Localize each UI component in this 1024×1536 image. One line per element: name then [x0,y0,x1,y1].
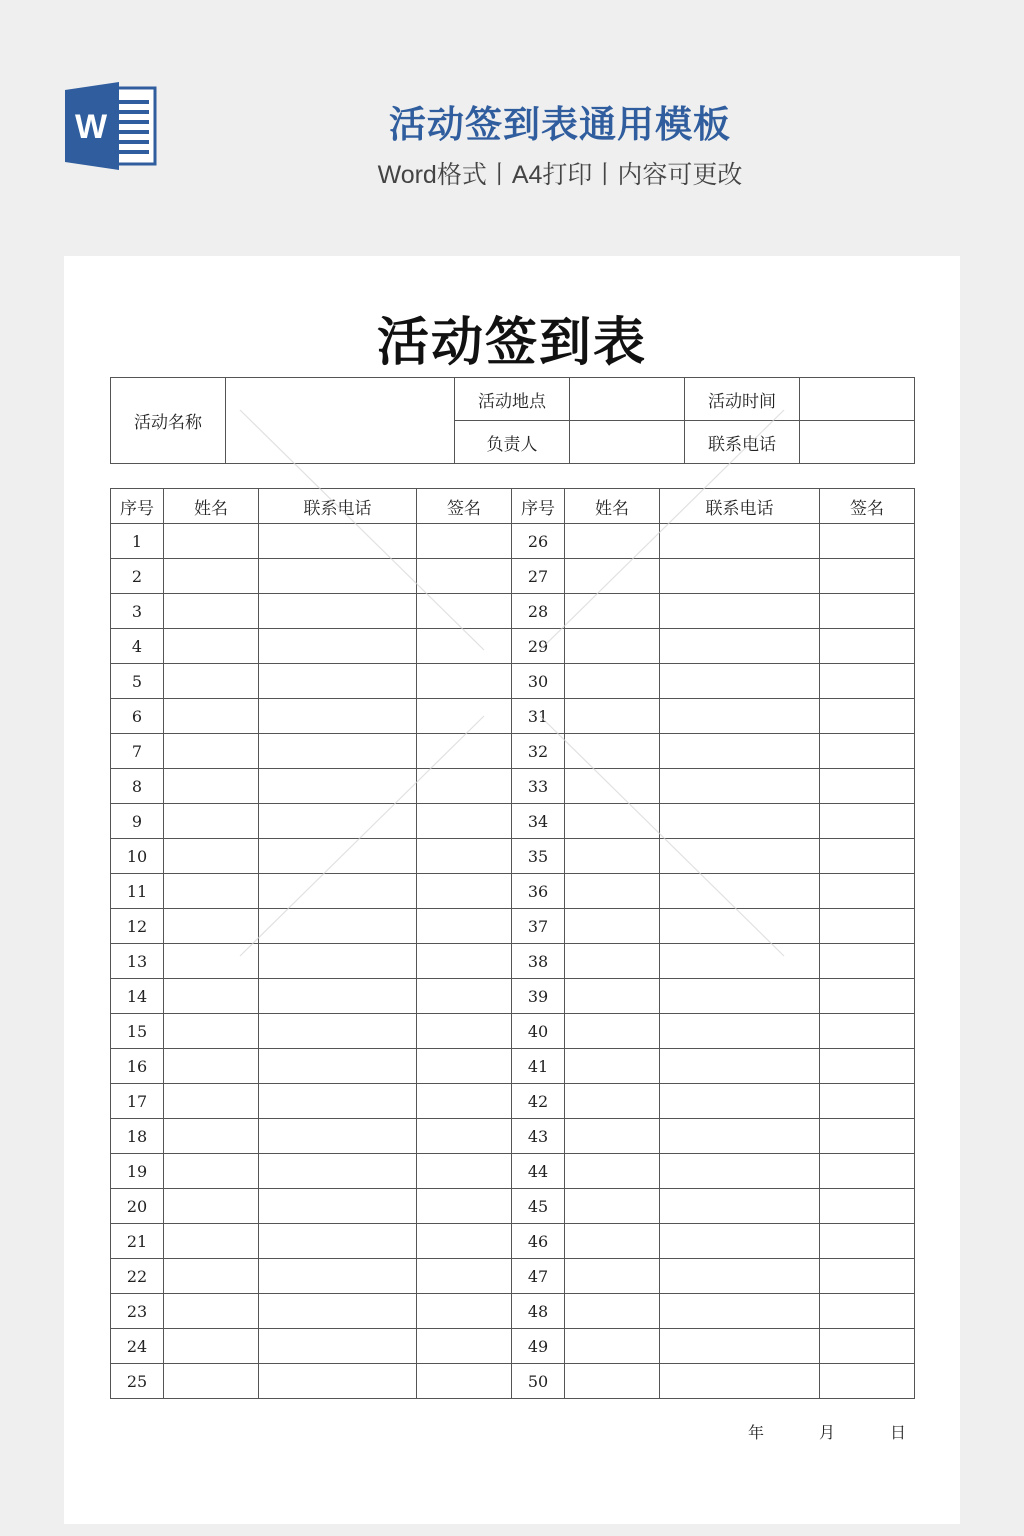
table-row [111,734,915,769]
signin-table [110,488,915,1399]
signature-cell[interactable] [820,1189,915,1224]
phone-cell[interactable] [660,769,820,804]
phone-cell[interactable] [259,909,417,944]
row-number: 45 [512,1189,565,1224]
contact-phone-field[interactable] [800,421,915,464]
row-number: 4 [111,629,164,664]
table-row [111,1084,915,1119]
row-number: 36 [512,874,565,909]
signature-cell[interactable] [417,979,512,1014]
name-cell[interactable] [164,769,259,804]
signature-cell[interactable] [417,629,512,664]
phone-cell[interactable] [660,524,820,559]
phone-cell[interactable] [660,1119,820,1154]
row-number: 10 [111,839,164,874]
name-cell[interactable] [565,524,660,559]
phone-cell[interactable] [660,629,820,664]
name-cell[interactable] [164,1224,259,1259]
name-cell[interactable] [565,1224,660,1259]
name-cell[interactable] [565,1154,660,1189]
name-cell[interactable] [164,944,259,979]
name-cell[interactable] [565,1084,660,1119]
row-number: 27 [512,559,565,594]
signature-cell[interactable] [417,734,512,769]
name-cell[interactable] [164,874,259,909]
table-row [111,1364,915,1399]
date-year-label: 年 [748,1423,765,1442]
name-cell[interactable] [565,839,660,874]
phone-cell[interactable] [660,804,820,839]
phone-cell[interactable] [660,559,820,594]
name-cell[interactable] [164,1119,259,1154]
col-header-signature: 签名 [820,489,915,524]
phone-cell[interactable] [259,1154,417,1189]
phone-cell[interactable] [259,664,417,699]
signature-cell[interactable] [820,594,915,629]
activity-time-field[interactable] [800,378,915,421]
name-cell[interactable] [565,559,660,594]
name-cell[interactable] [565,1364,660,1399]
row-number: 41 [512,1049,565,1084]
phone-cell[interactable] [660,699,820,734]
table-row [111,1259,915,1294]
signature-cell[interactable] [417,839,512,874]
phone-cell[interactable] [259,839,417,874]
row-number: 50 [512,1364,565,1399]
table-row [111,1329,915,1364]
phone-cell[interactable] [259,769,417,804]
person-in-charge-label: 负责人 [455,421,570,464]
phone-cell[interactable] [660,874,820,909]
signature-cell[interactable] [820,769,915,804]
signature-cell[interactable] [820,734,915,769]
phone-cell[interactable] [660,1084,820,1119]
signature-cell[interactable] [820,1049,915,1084]
phone-cell[interactable] [259,979,417,1014]
col-header-name: 姓名 [164,489,259,524]
name-cell[interactable] [565,699,660,734]
signature-cell[interactable] [820,1259,915,1294]
col-header-phone: 联系电话 [660,489,820,524]
row-number: 19 [111,1154,164,1189]
name-cell[interactable] [565,944,660,979]
row-number: 49 [512,1329,565,1364]
table-row [111,1189,915,1224]
activity-info-table [110,377,915,464]
signature-cell[interactable] [417,559,512,594]
table-row [111,769,915,804]
signature-cell[interactable] [820,1014,915,1049]
col-header-number: 序号 [512,489,565,524]
name-cell[interactable] [565,909,660,944]
signature-cell[interactable] [417,664,512,699]
table-row [111,594,915,629]
row-number: 7 [111,734,164,769]
name-cell[interactable] [565,1014,660,1049]
signature-cell[interactable] [820,664,915,699]
row-number: 9 [111,804,164,839]
document-sheet [64,256,960,1524]
phone-cell[interactable] [259,594,417,629]
phone-cell[interactable] [259,1119,417,1154]
name-cell[interactable] [565,1119,660,1154]
row-number: 46 [512,1224,565,1259]
signature-cell[interactable] [820,1224,915,1259]
row-number: 5 [111,664,164,699]
phone-cell[interactable] [660,1329,820,1364]
signature-cell[interactable] [417,874,512,909]
name-cell[interactable] [164,1259,259,1294]
row-number: 42 [512,1084,565,1119]
table-row [111,979,915,1014]
phone-cell[interactable] [660,734,820,769]
row-number: 24 [111,1329,164,1364]
phone-cell[interactable] [259,629,417,664]
phone-cell[interactable] [660,594,820,629]
phone-cell[interactable] [660,944,820,979]
table-row [111,804,915,839]
name-cell[interactable] [565,769,660,804]
row-number: 18 [111,1119,164,1154]
name-cell[interactable] [164,1189,259,1224]
signature-cell[interactable] [417,1329,512,1364]
row-number: 15 [111,1014,164,1049]
activity-name-field[interactable] [226,378,455,464]
signature-cell[interactable] [417,524,512,559]
name-cell[interactable] [565,1049,660,1084]
signature-cell[interactable] [820,559,915,594]
row-number: 32 [512,734,565,769]
row-number: 21 [111,1224,164,1259]
row-number: 23 [111,1294,164,1329]
activity-location-field[interactable] [570,378,685,421]
table-row [111,1224,915,1259]
signature-cell[interactable] [820,839,915,874]
row-number: 29 [512,629,565,664]
phone-cell[interactable] [259,1224,417,1259]
name-cell[interactable] [164,1084,259,1119]
name-cell[interactable] [565,594,660,629]
name-cell[interactable] [164,1154,259,1189]
col-header-phone: 联系电话 [259,489,417,524]
person-in-charge-field[interactable] [570,421,685,464]
phone-cell[interactable] [259,1329,417,1364]
col-header-number: 序号 [111,489,164,524]
name-cell[interactable] [565,874,660,909]
name-cell[interactable] [565,629,660,664]
name-cell[interactable] [164,594,259,629]
table-row [111,559,915,594]
signature-cell[interactable] [417,909,512,944]
word-logo-letter: W [74,108,108,146]
signature-cell[interactable] [417,594,512,629]
phone-cell[interactable] [660,1154,820,1189]
signature-cell[interactable] [417,1224,512,1259]
signature-cell[interactable] [417,1294,512,1329]
phone-cell[interactable] [259,1364,417,1399]
col-header-signature: 签名 [417,489,512,524]
signature-cell[interactable] [820,909,915,944]
phone-cell[interactable] [259,1014,417,1049]
signature-cell[interactable] [820,699,915,734]
phone-cell[interactable] [259,804,417,839]
name-cell[interactable] [164,1049,259,1084]
row-number: 30 [512,664,565,699]
signature-cell[interactable] [417,944,512,979]
phone-cell[interactable] [259,1294,417,1329]
table-row [111,1119,915,1154]
name-cell[interactable] [565,1294,660,1329]
row-number: 48 [512,1294,565,1329]
phone-cell[interactable] [660,1224,820,1259]
name-cell[interactable] [164,1364,259,1399]
name-cell[interactable] [164,1329,259,1364]
signature-cell[interactable] [417,1119,512,1154]
name-cell[interactable] [164,1014,259,1049]
row-number: 6 [111,699,164,734]
page-subtitle: Word格式丨A4打印丨内容可更改 [377,161,743,189]
activity-name-label: 活动名称 [111,378,226,464]
name-cell[interactable] [164,909,259,944]
signature-cell[interactable] [417,1364,512,1399]
row-number: 35 [512,839,565,874]
phone-cell[interactable] [259,559,417,594]
phone-cell[interactable] [660,979,820,1014]
date-day-label: 日 [890,1423,907,1442]
name-cell[interactable] [164,524,259,559]
row-number: 33 [512,769,565,804]
table-row [111,909,915,944]
row-number: 43 [512,1119,565,1154]
row-number: 16 [111,1049,164,1084]
row-number: 14 [111,979,164,1014]
signature-cell[interactable] [417,1014,512,1049]
name-cell[interactable] [565,734,660,769]
phone-cell[interactable] [660,1294,820,1329]
row-number: 47 [512,1259,565,1294]
name-cell[interactable] [164,629,259,664]
table-row [111,1294,915,1329]
phone-cell[interactable] [660,664,820,699]
name-cell[interactable] [164,664,259,699]
signature-cell[interactable] [417,1084,512,1119]
row-number: 12 [111,909,164,944]
phone-cell[interactable] [259,699,417,734]
row-number: 44 [512,1154,565,1189]
name-cell[interactable] [565,1189,660,1224]
name-cell[interactable] [164,804,259,839]
phone-cell[interactable] [660,1189,820,1224]
col-header-name: 姓名 [565,489,660,524]
signature-cell[interactable] [417,1259,512,1294]
signin-header-row [111,489,915,524]
page-title: 活动签到表通用模板 [389,103,731,146]
contact-phone-label: 联系电话 [685,421,800,464]
row-number: 13 [111,944,164,979]
row-number: 34 [512,804,565,839]
table-row [111,524,915,559]
name-cell[interactable] [164,1294,259,1329]
phone-cell[interactable] [660,909,820,944]
row-number: 2 [111,559,164,594]
signature-cell[interactable] [820,874,915,909]
document-title: 活动签到表 [376,312,647,373]
row-number: 17 [111,1084,164,1119]
table-row [111,1154,915,1189]
row-number: 20 [111,1189,164,1224]
signature-cell[interactable] [820,944,915,979]
row-number: 40 [512,1014,565,1049]
table-row [111,1014,915,1049]
table-row [111,944,915,979]
signature-cell[interactable] [820,1154,915,1189]
name-cell[interactable] [164,734,259,769]
name-cell[interactable] [164,979,259,1014]
row-number: 39 [512,979,565,1014]
table-row [111,699,915,734]
row-number: 1 [111,524,164,559]
date-month-label: 月 [819,1423,836,1442]
signature-cell[interactable] [417,804,512,839]
signature-cell[interactable] [820,979,915,1014]
phone-cell[interactable] [259,1084,417,1119]
phone-cell[interactable] [259,1049,417,1084]
name-cell[interactable] [565,1329,660,1364]
row-number: 38 [512,944,565,979]
signature-cell[interactable] [820,1364,915,1399]
phone-cell[interactable] [660,1259,820,1294]
table-row [111,874,915,909]
signature-cell[interactable] [417,1189,512,1224]
signature-cell[interactable] [820,1119,915,1154]
table-row [111,629,915,664]
row-number: 26 [512,524,565,559]
phone-cell[interactable] [259,734,417,769]
row-number: 37 [512,909,565,944]
row-number: 11 [111,874,164,909]
row-number: 31 [512,699,565,734]
activity-location-label: 活动地点 [455,378,570,421]
phone-cell[interactable] [259,1189,417,1224]
table-row [111,839,915,874]
name-cell[interactable] [565,664,660,699]
word-document-icon [65,82,157,170]
name-cell[interactable] [164,559,259,594]
name-cell[interactable] [565,1259,660,1294]
name-cell[interactable] [164,839,259,874]
name-cell[interactable] [565,804,660,839]
phone-cell[interactable] [259,524,417,559]
signature-cell[interactable] [820,1084,915,1119]
name-cell[interactable] [565,979,660,1014]
signature-cell[interactable] [417,699,512,734]
signature-cell[interactable] [820,524,915,559]
phone-cell[interactable] [259,944,417,979]
signature-cell[interactable] [820,629,915,664]
phone-cell[interactable] [660,1049,820,1084]
row-number: 8 [111,769,164,804]
row-number: 25 [111,1364,164,1399]
phone-cell[interactable] [660,1364,820,1399]
phone-cell[interactable] [259,874,417,909]
activity-time-label: 活动时间 [685,378,800,421]
phone-cell[interactable] [259,1259,417,1294]
signature-cell[interactable] [417,769,512,804]
phone-cell[interactable] [660,1014,820,1049]
phone-cell[interactable] [660,839,820,874]
table-row [111,664,915,699]
signature-cell[interactable] [820,804,915,839]
row-number: 28 [512,594,565,629]
signature-cell[interactable] [417,1049,512,1084]
name-cell[interactable] [164,699,259,734]
signature-cell[interactable] [417,1154,512,1189]
row-number: 22 [111,1259,164,1294]
signature-cell[interactable] [820,1329,915,1364]
row-number: 3 [111,594,164,629]
signature-cell[interactable] [820,1294,915,1329]
table-row [111,1049,915,1084]
